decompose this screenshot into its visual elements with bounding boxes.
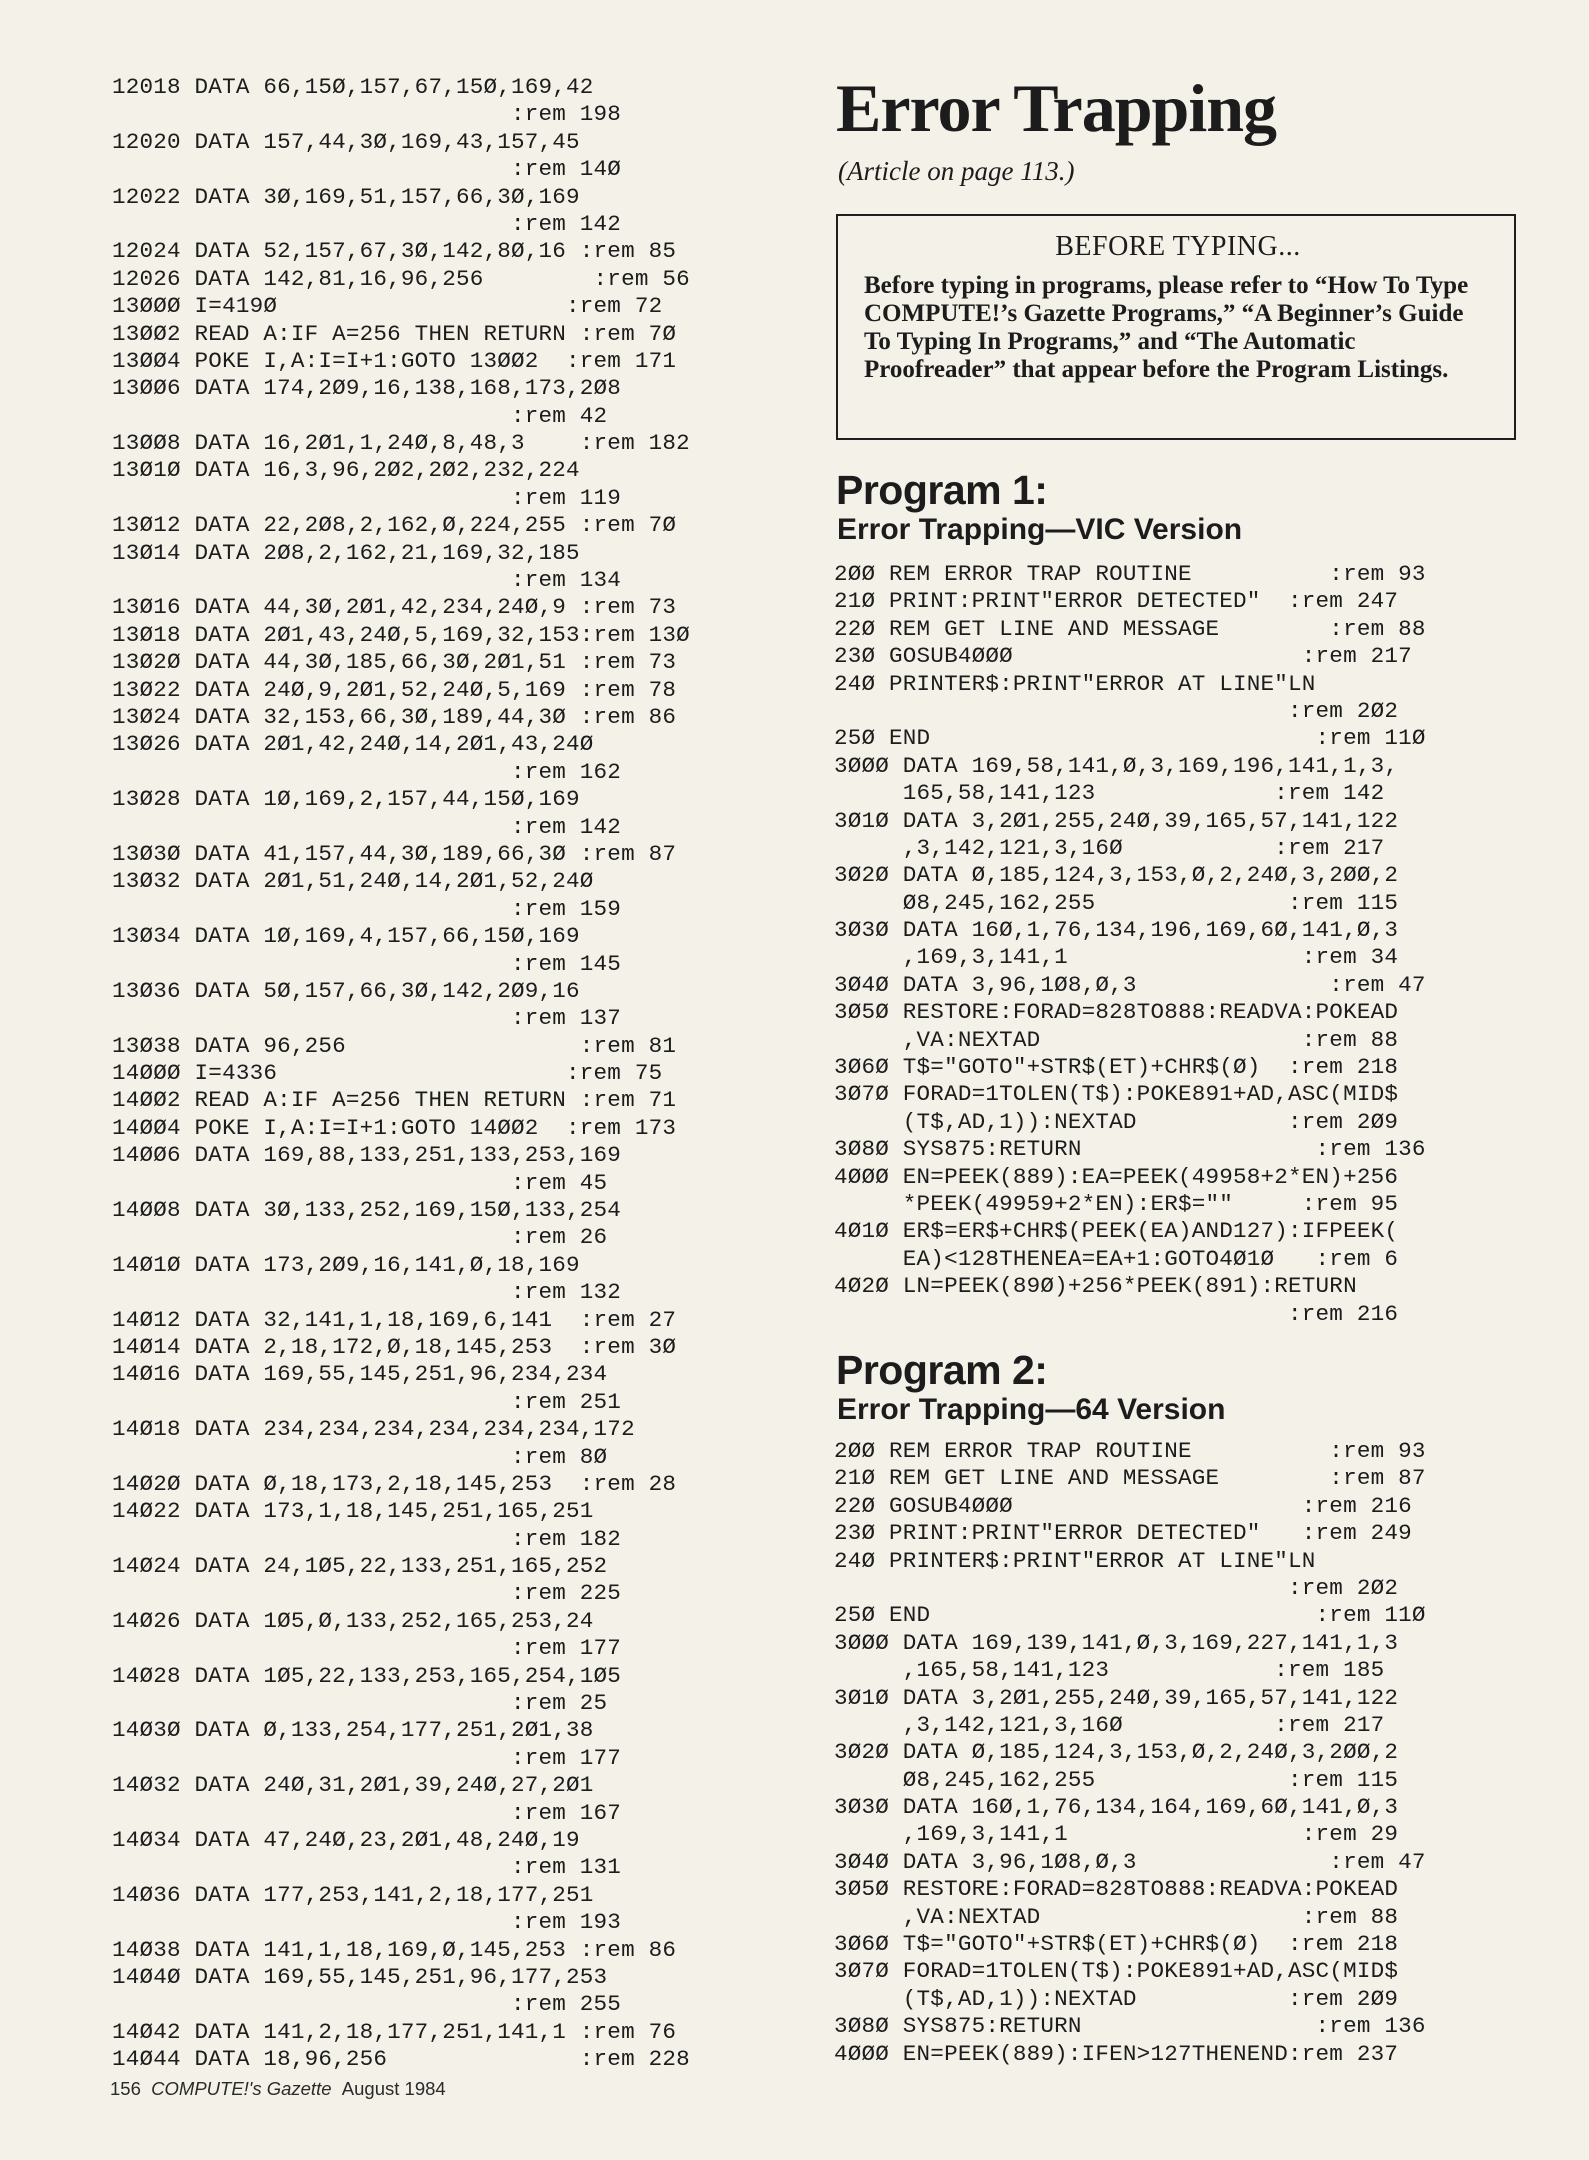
code-line: :rem 2Ø2 xyxy=(834,697,1399,724)
article-title: Error Trapping xyxy=(836,70,1277,146)
code-line: 14Ø2Ø DATA Ø,18,173,2,18,145,253 :rem 28 xyxy=(112,1470,677,1497)
code-line: 14Ø26 DATA 1Ø5,Ø,133,252,165,253,24 xyxy=(112,1607,594,1634)
code-line: :rem 14Ø xyxy=(112,156,622,183)
code-line: :rem 182 xyxy=(112,1525,622,1552)
code-line: 3ØØØ DATA 169,139,141,Ø,3,169,227,141,1,3 xyxy=(834,1629,1399,1656)
code-line: :rem 45 xyxy=(112,1169,608,1196)
program-2-heading: Program 2: xyxy=(836,1347,1048,1393)
code-line: 24Ø PRINTER$:PRINT"ERROR AT LINE"LN xyxy=(834,670,1316,697)
code-line: 13ØØ6 DATA 174,2Ø9,16,138,168,173,2Ø8 xyxy=(112,375,622,402)
code-line: ,165,58,141,123 :rem 185 xyxy=(834,1657,1385,1684)
code-line: 22Ø GOSUB4ØØØ :rem 216 xyxy=(834,1492,1412,1519)
code-line: 22Ø REM GET LINE AND MESSAGE :rem 88 xyxy=(834,615,1426,642)
code-line: 14Ø38 DATA 141,1,18,169,Ø,145,253 :rem 86 xyxy=(112,1936,677,1963)
code-line: :rem 8Ø xyxy=(112,1443,608,1470)
code-line: 3Ø6Ø T$="GOTO"+STR$(ET)+CHR$(Ø) :rem 218 xyxy=(834,1931,1399,1958)
code-line: :rem 159 xyxy=(112,895,622,922)
article-page-reference: (Article on page 113.) xyxy=(838,156,1075,186)
before-typing-box xyxy=(836,214,1516,440)
code-line: 3Ø2Ø DATA Ø,185,124,3,153,Ø,2,24Ø,3,2ØØ,2 xyxy=(834,862,1399,889)
before-typing-text: Before typing in programs, please refer to “How To Type COMPUTE!’s Gazette Programs,” “A Beginner’s Guide To Typing In Programs,” and “The Automatic Proofreader” that appear before the Program Listings. xyxy=(864,272,1469,383)
code-line: (T$,AD,1)):NEXTAD :rem 2Ø9 xyxy=(834,1985,1399,2012)
code-line: 13Ø26 DATA 2Ø1,42,24Ø,14,2Ø1,43,24Ø xyxy=(112,731,594,758)
program-1-listing xyxy=(834,561,1514,1328)
code-line: 3Ø3Ø DATA 16Ø,1,76,134,164,169,6Ø,141,Ø,3 xyxy=(834,1794,1399,1821)
code-line: 14Ø16 DATA 169,55,145,251,96,234,234 xyxy=(112,1361,608,1388)
code-line: 2ØØ REM ERROR TRAP ROUTINE :rem 93 xyxy=(834,561,1426,587)
code-line: 25Ø END :rem 11Ø xyxy=(834,725,1426,752)
code-line: 12020 DATA 157,44,3Ø,169,43,157,45 xyxy=(112,128,580,155)
code-line: 3Ø8Ø SYS875:RETURN :rem 136 xyxy=(834,2013,1426,2040)
code-line: :rem 255 xyxy=(112,1991,622,2018)
code-line: :rem 145 xyxy=(112,950,622,977)
code-line: 23Ø GOSUB4ØØØ :rem 217 xyxy=(834,643,1412,670)
code-line: 4Ø1Ø ER$=ER$+CHR$(PEEK(EA)AND127):IFPEEK( xyxy=(834,1218,1399,1245)
code-line: 14Ø28 DATA 1Ø5,22,133,253,165,254,1Ø5 xyxy=(112,1662,622,1689)
code-line: 12018 DATA 66,15Ø,157,67,15Ø,169,42 xyxy=(112,74,594,100)
code-line: :rem 131 xyxy=(112,1854,622,1881)
code-line: 12024 DATA 52,157,67,3Ø,142,8Ø,16 :rem 85 xyxy=(112,238,677,265)
code-line: 14Ø4Ø DATA 169,55,145,251,96,177,253 xyxy=(112,1963,608,1990)
code-line: 13Ø28 DATA 1Ø,169,2,157,44,15Ø,169 xyxy=(112,786,580,813)
code-line: 13Ø12 DATA 22,2Ø8,2,162,Ø,224,255 :rem 7Ø xyxy=(112,512,677,539)
code-line: 14ØØ2 READ A:IF A=256 THEN RETURN :rem 71 xyxy=(112,1087,677,1114)
code-line: 14ØØ4 POKE I,A:I=I+1:GOTO 14ØØ2 :rem 173 xyxy=(112,1114,677,1141)
code-line: :rem 177 xyxy=(112,1744,622,1771)
code-line: :rem 137 xyxy=(112,1005,622,1032)
code-line: :rem 2Ø2 xyxy=(834,1574,1399,1601)
code-line: 14Ø12 DATA 32,141,1,18,169,6,141 :rem 27 xyxy=(112,1306,677,1333)
code-line: ,VA:NEXTAD :rem 88 xyxy=(834,1903,1399,1930)
code-line: 4Ø2Ø LN=PEEK(89Ø)+256*PEEK(891):RETURN xyxy=(834,1273,1357,1300)
code-line: 13Ø18 DATA 2Ø1,43,24Ø,5,169,32,153:rem 13Ø xyxy=(112,621,690,648)
code-line: 3Ø5Ø RESTORE:FORAD=828TO888:READVA:POKEAD xyxy=(834,1876,1399,1903)
program-1-heading: Program 1: xyxy=(836,467,1048,513)
code-line: 3Ø6Ø T$="GOTO"+STR$(ET)+CHR$(Ø) :rem 218 xyxy=(834,1054,1399,1081)
code-line: ,3,142,121,3,16Ø :rem 217 xyxy=(834,834,1385,861)
code-line: 3Ø8Ø SYS875:RETURN :rem 136 xyxy=(834,1136,1426,1163)
code-line: 13Ø32 DATA 2Ø1,51,24Ø,14,2Ø1,52,24Ø xyxy=(112,868,594,895)
code-line: 13Ø3Ø DATA 41,157,44,3Ø,189,66,3Ø :rem 87 xyxy=(112,840,677,867)
code-line: :rem 193 xyxy=(112,1909,622,1936)
code-line: 3Ø7Ø FORAD=1TOLEN(T$):POKE891+AD,ASC(MID$ xyxy=(834,1958,1399,1985)
code-line: :rem 216 xyxy=(834,1300,1399,1327)
code-line: 14Ø36 DATA 177,253,141,2,18,177,251 xyxy=(112,1881,594,1908)
code-line: 14Ø44 DATA 18,96,256 :rem 228 xyxy=(112,2046,690,2073)
publication-name: COMPUTE!'s Gazette xyxy=(151,2078,332,2099)
code-line: ,3,142,121,3,16Ø :rem 217 xyxy=(834,1711,1385,1738)
code-line: 13ØØ4 POKE I,A:I=I+1:GOTO 13ØØ2 :rem 171 xyxy=(112,347,677,374)
code-line: ,169,3,141,1 :rem 29 xyxy=(834,1821,1399,1848)
code-line: 14Ø24 DATA 24,1Ø5,22,133,251,165,252 xyxy=(112,1553,608,1580)
code-line: 13Ø16 DATA 44,3Ø,2Ø1,42,234,24Ø,9 :rem 73 xyxy=(112,594,677,621)
code-line: 14Ø42 DATA 141,2,18,177,251,141,1 :rem 76 xyxy=(112,2018,677,2045)
code-line: :rem 198 xyxy=(112,101,622,128)
code-line: 3Ø3Ø DATA 16Ø,1,76,134,196,169,6Ø,141,Ø,3 xyxy=(834,917,1399,944)
code-line: :rem 42 xyxy=(112,402,608,429)
code-line: 21Ø REM GET LINE AND MESSAGE :rem 87 xyxy=(834,1465,1426,1492)
code-line: 12022 DATA 3Ø,169,51,157,66,3Ø,169 xyxy=(112,183,580,210)
code-line: :rem 132 xyxy=(112,1279,622,1306)
code-line: 3Ø4Ø DATA 3,96,1Ø8,Ø,3 :rem 47 xyxy=(834,971,1426,998)
code-line: 21Ø PRINT:PRINT"ERROR DETECTED" :rem 247 xyxy=(834,588,1399,615)
code-line: 3ØØØ DATA 169,58,141,Ø,3,169,196,141,1,3, xyxy=(834,752,1399,779)
code-line: :rem 25 xyxy=(112,1690,608,1717)
code-line: :rem 142 xyxy=(112,813,622,840)
code-line: 4ØØØ EN=PEEK(889):EA=PEEK(49958+2*EN)+256 xyxy=(834,1163,1399,1190)
code-line: 13Ø2Ø DATA 44,3Ø,185,66,3Ø,2Ø1,51 :rem 73 xyxy=(112,649,677,676)
code-line: :rem 225 xyxy=(112,1580,622,1607)
code-line: 165,58,141,123 :rem 142 xyxy=(834,780,1385,807)
code-line: 3Ø2Ø DATA Ø,185,124,3,153,Ø,2,24Ø,3,2ØØ,2 xyxy=(834,1739,1399,1766)
code-line: 3Ø1Ø DATA 3,2Ø1,255,24Ø,39,165,57,141,122 xyxy=(834,807,1399,834)
page-number: 156 xyxy=(110,2078,141,2099)
code-line: 3Ø1Ø DATA 3,2Ø1,255,24Ø,39,165,57,141,122 xyxy=(834,1684,1399,1711)
code-line: ,VA:NEXTAD :rem 88 xyxy=(834,1026,1399,1053)
code-line: 3Ø7Ø FORAD=1TOLEN(T$):POKE891+AD,ASC(MID$ xyxy=(834,1081,1399,1108)
code-line: 14Ø18 DATA 234,234,234,234,234,234,172 xyxy=(112,1416,635,1443)
code-line: :rem 26 xyxy=(112,1224,608,1251)
code-line: 13Ø14 DATA 2Ø8,2,162,21,169,32,185 xyxy=(112,539,580,566)
code-line: 13ØØ8 DATA 16,2Ø1,1,24Ø,8,48,3 :rem 182 xyxy=(112,430,690,457)
code-line: :rem 177 xyxy=(112,1635,622,1662)
code-line: 14ØØ8 DATA 3Ø,133,252,169,15Ø,133,254 xyxy=(112,1197,622,1224)
code-line: 23Ø PRINT:PRINT"ERROR DETECTED" :rem 249 xyxy=(834,1520,1412,1547)
code-line: 13ØØ2 READ A:IF A=256 THEN RETURN :rem 7Ø xyxy=(112,320,677,347)
code-line: :rem 251 xyxy=(112,1388,622,1415)
code-line: :rem 167 xyxy=(112,1799,622,1826)
code-line: 13Ø24 DATA 32,153,66,3Ø,189,44,3Ø :rem 86 xyxy=(112,703,677,730)
code-line: 14ØØØ I=4336 :rem 75 xyxy=(112,1060,663,1087)
code-line: :rem 142 xyxy=(112,210,622,237)
code-line: 14Ø1Ø DATA 173,2Ø9,16,141,Ø,18,169 xyxy=(112,1251,580,1278)
code-line: EA)<128THENEA=EA+1:GOTO4Ø1Ø :rem 6 xyxy=(834,1245,1399,1272)
code-line: 13Ø36 DATA 5Ø,157,66,3Ø,142,2Ø9,16 xyxy=(112,977,580,1004)
code-line: 14Ø34 DATA 47,24Ø,23,2Ø1,48,24Ø,19 xyxy=(112,1827,580,1853)
code-line: 12026 DATA 142,81,16,96,256 :rem 56 xyxy=(112,265,690,292)
code-line: 3Ø5Ø RESTORE:FORAD=828TO888:READVA:POKEAD xyxy=(834,999,1399,1026)
code-line: 14Ø14 DATA 2,18,172,Ø,18,145,253 :rem 3Ø xyxy=(112,1333,677,1360)
code-line: ,169,3,141,1 :rem 34 xyxy=(834,944,1399,971)
code-line: Ø8,245,162,255 :rem 115 xyxy=(834,1766,1399,1793)
code-line: :rem 162 xyxy=(112,758,622,785)
code-line: :rem 134 xyxy=(112,567,622,594)
code-line: 25Ø END :rem 11Ø xyxy=(834,1602,1426,1629)
code-line: 13ØØØ I=419Ø :rem 72 xyxy=(112,293,663,320)
code-line: 13Ø34 DATA 1Ø,169,4,157,66,15Ø,169 xyxy=(112,923,580,950)
code-line: 14Ø22 DATA 173,1,18,145,251,165,251 xyxy=(112,1498,594,1525)
code-line: Ø8,245,162,255 :rem 115 xyxy=(834,889,1399,916)
code-line: 13Ø1Ø DATA 16,3,96,2Ø2,2Ø2,232,224 xyxy=(112,457,580,484)
code-line: 13Ø22 DATA 24Ø,9,2Ø1,52,24Ø,5,169 :rem 78 xyxy=(112,676,677,703)
program-2-subheading: Error Trapping—64 Version xyxy=(837,1393,1226,1426)
code-line: *PEEK(49959+2*EN):ER$="" :rem 95 xyxy=(834,1190,1399,1217)
code-line: 3Ø4Ø DATA 3,96,1Ø8,Ø,3 :rem 47 xyxy=(834,1848,1426,1875)
page-footer xyxy=(110,2078,446,2100)
program-2-listing xyxy=(834,1438,1514,2068)
code-line: 2ØØ REM ERROR TRAP ROUTINE :rem 93 xyxy=(834,1438,1426,1464)
code-line: 24Ø PRINTER$:PRINT"ERROR AT LINE"LN xyxy=(834,1547,1316,1574)
program-1-subheading: Error Trapping—VIC Version xyxy=(837,513,1243,546)
before-typing-heading: BEFORE TYPING... xyxy=(1055,231,1301,262)
code-line: 14Ø3Ø DATA Ø,133,254,177,251,2Ø1,38 xyxy=(112,1717,594,1744)
issue-date: August 1984 xyxy=(341,2078,446,2099)
left-code-listing xyxy=(112,74,792,2074)
code-line: 14Ø32 DATA 24Ø,31,2Ø1,39,24Ø,27,2Ø1 xyxy=(112,1772,594,1799)
code-line: 14ØØ6 DATA 169,88,133,251,133,253,169 xyxy=(112,1142,622,1169)
code-line: 13Ø38 DATA 96,256 :rem 81 xyxy=(112,1032,677,1059)
code-line: :rem 119 xyxy=(112,484,622,511)
code-line: 4ØØØ EN=PEEK(889):IFEN>127THENEND:rem 237 xyxy=(834,2040,1399,2067)
code-line: (T$,AD,1)):NEXTAD :rem 2Ø9 xyxy=(834,1108,1399,1135)
